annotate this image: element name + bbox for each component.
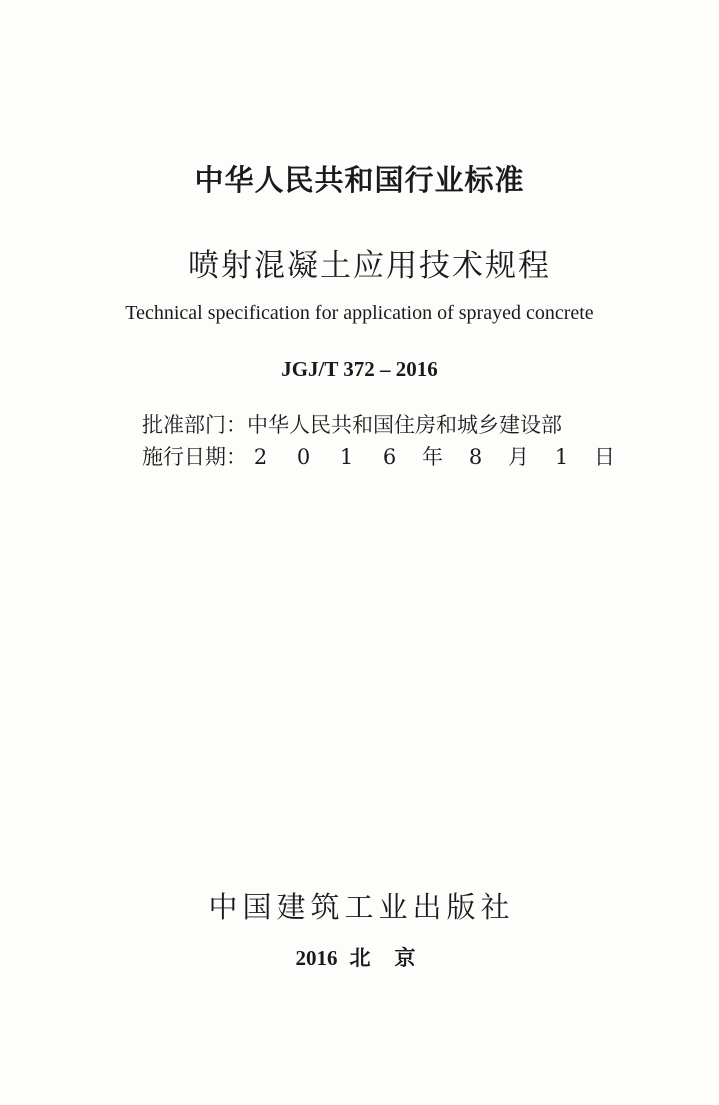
- approval-value: 中华人民共和国住房和城乡建设部: [247, 413, 562, 437]
- publisher-name: 中国建筑工业出版社: [208, 890, 515, 924]
- date-day-digit: 1: [554, 445, 569, 469]
- date-year-digit: 1: [339, 445, 354, 469]
- standard-category: 中华人民共和国行业标准: [194, 163, 525, 197]
- date-label: 施行日期：: [142, 445, 247, 469]
- title-chinese: 喷射混凝土应用技术规程: [188, 248, 551, 284]
- approval-department-row: [142, 409, 562, 439]
- date-year-digit: 6: [382, 445, 397, 469]
- title-english: Technical specification for application of sprayed concrete: [125, 302, 594, 324]
- effective-date: [247, 445, 618, 469]
- date-day-char: 日: [594, 445, 615, 469]
- standard-code: JGJ/T 372 – 2016: [281, 357, 438, 381]
- date-year-char: 年: [422, 445, 443, 469]
- date-month-char: 月: [508, 445, 529, 469]
- approval-label: 批准部门：: [142, 413, 247, 437]
- date-year-digit: 2: [253, 445, 268, 469]
- date-month-digit: 8: [468, 445, 483, 469]
- publication-year: 2016: [295, 946, 338, 970]
- date-year-digit: 0: [296, 445, 311, 469]
- publication-city-char: 京: [394, 946, 416, 970]
- publication-city-char: 北: [349, 946, 371, 970]
- publication-info: [0, 942, 715, 972]
- effective-date-row: [142, 441, 618, 471]
